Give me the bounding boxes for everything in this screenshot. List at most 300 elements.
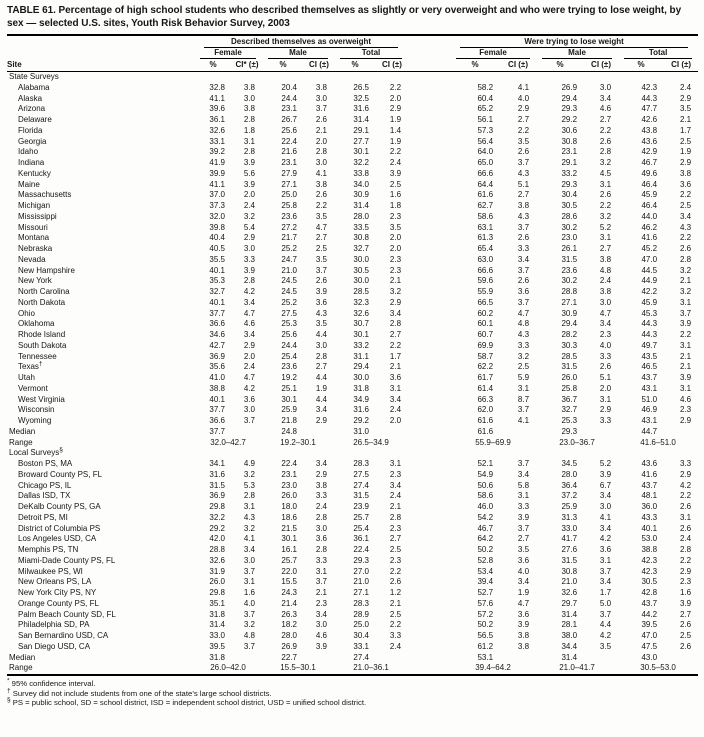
range-value-cell: 26.0–42.0 bbox=[210, 663, 246, 673]
value-cell: 48.1 bbox=[641, 491, 658, 501]
value-cell: 2.2 bbox=[315, 201, 327, 210]
value-cell: 18.6 bbox=[281, 512, 297, 522]
value-cell: 26.9 bbox=[561, 82, 578, 92]
value-cell: 3.4 bbox=[679, 211, 692, 221]
value-cell: 28.0 bbox=[281, 631, 297, 640]
value-cell: 28.8 bbox=[561, 287, 578, 296]
value-cell: 3.4 bbox=[599, 491, 612, 501]
value-cell: 29.8 bbox=[209, 588, 225, 597]
value-cell: 31.6 bbox=[353, 405, 369, 415]
value-cell: 4.1 bbox=[599, 512, 612, 522]
value-cell: 2.6 bbox=[315, 190, 327, 200]
value-cell: 2.2 bbox=[599, 125, 612, 135]
value-cell: 28.5 bbox=[561, 351, 578, 361]
value-cell: 31.5 bbox=[561, 555, 578, 565]
site-cell: Alaska bbox=[18, 93, 43, 103]
group-header-lose-weight: Were trying to lose weight bbox=[450, 35, 698, 48]
range-value-cell: 21.0–41.7 bbox=[559, 663, 595, 673]
value-cell: 42.7 bbox=[209, 340, 225, 350]
value-cell: 23.1 bbox=[281, 104, 297, 114]
value-cell: 35.6 bbox=[209, 362, 225, 372]
group-gap-cell bbox=[408, 567, 450, 578]
table-row bbox=[7, 298, 698, 309]
median-value-cell: 53.1 bbox=[477, 652, 494, 662]
value-cell: 40.4 bbox=[209, 233, 225, 243]
value-cell: 3.2 bbox=[679, 265, 692, 275]
value-cell: 61.3 bbox=[477, 233, 494, 243]
value-cell: 23.6 bbox=[561, 265, 578, 275]
site-cell: Tennessee bbox=[18, 351, 57, 361]
table-row bbox=[7, 223, 698, 234]
value-cell: 25.6 bbox=[281, 330, 297, 339]
value-cell: 2.4 bbox=[315, 502, 327, 511]
value-cell: 39.2 bbox=[209, 147, 225, 157]
empty-ci-cell bbox=[584, 427, 618, 438]
value-cell: 4.1 bbox=[517, 82, 530, 92]
value-cell: 33.2 bbox=[561, 168, 578, 178]
value-cell: 34.4 bbox=[561, 641, 578, 651]
table-row bbox=[7, 158, 698, 169]
subheader-total: Total bbox=[334, 48, 408, 59]
site-cell: Texas† bbox=[18, 360, 43, 372]
value-cell: 3.1 bbox=[517, 491, 530, 501]
value-cell: 2.6 bbox=[315, 276, 327, 286]
value-cell: 44.3 bbox=[641, 319, 658, 329]
value-cell: 63.0 bbox=[477, 254, 494, 264]
value-cell: 57.3 bbox=[477, 125, 494, 135]
table-row bbox=[7, 405, 698, 416]
value-cell: 2.5 bbox=[315, 244, 327, 253]
value-cell: 3.7 bbox=[517, 523, 530, 533]
value-cell: 25.8 bbox=[561, 383, 578, 393]
value-cell: 34.1 bbox=[209, 459, 225, 468]
value-cell: 37.7 bbox=[209, 308, 225, 318]
site-cell: West Virginia bbox=[18, 394, 65, 404]
table-row bbox=[7, 620, 698, 631]
value-cell: 3.4 bbox=[517, 577, 530, 587]
value-cell: 3.4 bbox=[517, 469, 530, 479]
table-row bbox=[7, 513, 698, 524]
value-cell: 37.3 bbox=[209, 201, 225, 210]
value-cell: 3.9 bbox=[599, 469, 612, 479]
table-row bbox=[7, 180, 698, 191]
group-gap-spacer bbox=[408, 59, 450, 72]
table-title: TABLE 61. Percentage of high school students who described themselves as slightly or very overweight and who were trying to lose weight, by sex — selected U.S. sites, Youth Risk Behavior Survey, 2003 bbox=[7, 5, 682, 29]
empty-ci-cell bbox=[500, 653, 536, 664]
group-gap-cell bbox=[408, 352, 450, 363]
value-cell: 2.2 bbox=[389, 147, 402, 157]
value-cell: 21.0 bbox=[281, 265, 297, 275]
value-cell: 4.2 bbox=[599, 534, 612, 544]
range-row bbox=[7, 663, 698, 675]
value-cell: 31.8 bbox=[353, 383, 369, 393]
value-cell: 31.9 bbox=[209, 566, 225, 576]
value-cell: 42.6 bbox=[641, 115, 658, 124]
value-cell: 3.0 bbox=[315, 523, 327, 533]
value-cell: 31.4 bbox=[353, 201, 369, 210]
site-cell: Wisconsin bbox=[18, 405, 55, 415]
value-cell: 3.0 bbox=[599, 82, 612, 92]
value-cell: 36.9 bbox=[209, 351, 225, 361]
value-cell: 3.8 bbox=[315, 179, 327, 189]
value-cell: 1.7 bbox=[599, 588, 612, 597]
value-cell: 3.2 bbox=[599, 211, 612, 221]
value-cell: 4.6 bbox=[315, 631, 327, 640]
value-cell: 2.9 bbox=[599, 405, 612, 415]
value-cell: 37.7 bbox=[209, 405, 225, 415]
value-cell: 3.1 bbox=[243, 502, 255, 511]
value-cell: 8.7 bbox=[517, 394, 530, 404]
value-cell: 29.1 bbox=[561, 158, 578, 167]
col-header: % bbox=[618, 59, 664, 72]
value-cell: 2.4 bbox=[389, 491, 402, 501]
value-cell: 28.0 bbox=[353, 211, 369, 221]
value-cell: 3.0 bbox=[315, 620, 327, 630]
value-cell: 1.7 bbox=[389, 351, 402, 361]
value-cell: 3.7 bbox=[517, 405, 530, 415]
value-cell: 64.4 bbox=[477, 179, 494, 189]
value-cell: 2.1 bbox=[679, 276, 692, 286]
value-cell: 3.9 bbox=[389, 168, 402, 178]
value-cell: 4.6 bbox=[243, 319, 255, 329]
value-cell: 2.7 bbox=[517, 190, 530, 200]
value-cell: 3.0 bbox=[599, 502, 612, 511]
group-gap-cell bbox=[408, 502, 450, 513]
value-cell: 4.3 bbox=[517, 330, 530, 339]
value-cell: 3.2 bbox=[517, 351, 530, 361]
table-row bbox=[7, 352, 698, 363]
value-cell: 26.5 bbox=[353, 82, 369, 92]
column-header-row bbox=[7, 59, 698, 72]
value-cell: 39.5 bbox=[641, 620, 658, 630]
value-cell: 29.3 bbox=[561, 104, 578, 114]
value-cell: 3.9 bbox=[315, 641, 327, 651]
value-cell: 1.9 bbox=[389, 136, 402, 146]
median-value-cell: 44.7 bbox=[641, 426, 658, 436]
value-cell: 36.7 bbox=[561, 394, 578, 404]
group-gap-cell bbox=[408, 190, 450, 201]
value-cell: 31.6 bbox=[209, 469, 225, 479]
value-cell: 2.6 bbox=[599, 190, 612, 200]
value-cell: 29.7 bbox=[561, 598, 578, 608]
value-cell: 2.0 bbox=[389, 93, 402, 103]
value-cell: 3.8 bbox=[517, 641, 530, 651]
site-cell: Miami-Dade County PS, FL bbox=[18, 555, 116, 565]
value-cell: 28.3 bbox=[353, 459, 369, 468]
value-cell: 42.3 bbox=[641, 555, 658, 565]
value-cell: 61.7 bbox=[477, 373, 494, 382]
value-cell: 3.0 bbox=[243, 555, 255, 565]
value-cell: 43.1 bbox=[641, 416, 658, 425]
value-cell: 24.4 bbox=[281, 93, 297, 103]
subheader-total: Total bbox=[618, 48, 698, 59]
value-cell: 30.4 bbox=[353, 631, 369, 640]
value-cell: 2.0 bbox=[389, 244, 402, 253]
value-cell: 2.8 bbox=[389, 512, 402, 522]
subheader-female: Female bbox=[450, 48, 536, 59]
value-cell: 29.3 bbox=[353, 555, 369, 565]
site-cell: Local Surveys§ bbox=[9, 446, 63, 458]
value-cell: 3.1 bbox=[599, 179, 612, 189]
value-cell: 28.6 bbox=[561, 211, 578, 221]
group-gap-cell bbox=[408, 438, 450, 449]
value-cell: 4.4 bbox=[315, 330, 327, 339]
value-cell: 4.0 bbox=[243, 598, 255, 608]
value-cell: 39.5 bbox=[209, 641, 225, 651]
site-cell: Mississippi bbox=[18, 211, 57, 221]
value-cell: 2.9 bbox=[243, 233, 255, 243]
value-cell: 4.8 bbox=[517, 319, 530, 329]
value-cell: 1.8 bbox=[389, 201, 402, 210]
table-row bbox=[7, 190, 698, 201]
empty-ci-cell bbox=[376, 653, 408, 664]
value-cell: 3.7 bbox=[599, 566, 612, 576]
value-cell: 40.1 bbox=[641, 523, 658, 533]
value-cell: 40.5 bbox=[209, 244, 225, 253]
table-row bbox=[7, 610, 698, 621]
value-cell: 25.3 bbox=[281, 319, 297, 329]
group-gap-cell bbox=[408, 481, 450, 492]
value-cell: 29.3 bbox=[561, 179, 578, 189]
value-cell: 23.6 bbox=[281, 211, 297, 221]
value-cell: 2.0 bbox=[389, 416, 402, 425]
median-value-cell: 27.4 bbox=[353, 652, 369, 662]
value-cell: 33.1 bbox=[353, 641, 369, 651]
value-cell: 3.2 bbox=[599, 158, 612, 167]
value-cell: 61.6 bbox=[477, 416, 494, 425]
value-cell: 26.3 bbox=[281, 609, 297, 619]
value-cell: 2.7 bbox=[599, 244, 612, 253]
subheader-male: Male bbox=[536, 48, 618, 59]
value-cell: 31.4 bbox=[561, 609, 578, 619]
site-cell: North Dakota bbox=[18, 297, 66, 307]
value-cell: 1.8 bbox=[243, 125, 255, 135]
value-cell: 29.2 bbox=[561, 115, 578, 124]
group-gap-cell bbox=[408, 577, 450, 588]
site-cell: Maine bbox=[18, 179, 40, 189]
value-cell: 2.5 bbox=[389, 545, 402, 554]
value-cell: 51.0 bbox=[641, 394, 658, 404]
site-cell: Oklahoma bbox=[18, 319, 55, 329]
value-cell: 4.6 bbox=[599, 104, 612, 114]
value-cell: 3.6 bbox=[315, 297, 327, 307]
value-cell: 4.8 bbox=[599, 265, 612, 275]
site-cell: San Diego USD, CA bbox=[18, 641, 91, 651]
range-value-cell: 39.4–64.2 bbox=[475, 663, 511, 673]
median-value-cell: 61.6 bbox=[477, 426, 494, 436]
section-header-row bbox=[7, 72, 698, 83]
value-cell: 3.8 bbox=[599, 287, 612, 296]
value-cell: 2.1 bbox=[679, 362, 692, 372]
value-cell: 3.4 bbox=[243, 330, 255, 339]
value-cell: 2.1 bbox=[389, 598, 402, 608]
value-cell: 42.8 bbox=[641, 588, 658, 597]
value-cell: 29.8 bbox=[209, 502, 225, 511]
value-cell: 60.7 bbox=[477, 330, 494, 339]
value-cell: 2.2 bbox=[679, 190, 692, 200]
site-cell: Utah bbox=[18, 373, 35, 382]
value-cell: 46.9 bbox=[641, 405, 658, 415]
value-cell: 40.1 bbox=[209, 297, 225, 307]
value-cell: 2.9 bbox=[679, 469, 692, 479]
site-cell: New York bbox=[18, 276, 52, 286]
value-cell: 32.0 bbox=[209, 211, 225, 221]
value-cell: 60.1 bbox=[477, 319, 494, 329]
value-cell: 4.3 bbox=[315, 308, 327, 318]
value-cell: 3.4 bbox=[243, 297, 255, 307]
table-row bbox=[7, 276, 698, 287]
value-cell: 40.1 bbox=[209, 394, 225, 404]
value-cell: 50.6 bbox=[477, 480, 494, 490]
value-cell: 28.1 bbox=[561, 620, 578, 630]
value-cell: 49.7 bbox=[641, 340, 658, 350]
table-row bbox=[7, 330, 698, 341]
value-cell: 2.4 bbox=[243, 201, 255, 210]
empty-ci-cell bbox=[304, 653, 334, 664]
value-cell: 25.8 bbox=[281, 201, 297, 210]
table-row bbox=[7, 556, 698, 567]
value-cell: 47.0 bbox=[641, 631, 658, 640]
footnote-texas bbox=[7, 689, 698, 699]
site-cell: Montana bbox=[18, 233, 50, 243]
value-cell: 3.0 bbox=[599, 297, 612, 307]
table-row bbox=[7, 319, 698, 330]
value-cell: 25.2 bbox=[281, 297, 297, 307]
col-header: CI (±) bbox=[664, 59, 698, 72]
value-cell: 44.0 bbox=[641, 211, 658, 221]
value-cell: 45.9 bbox=[641, 297, 658, 307]
group-gap-cell bbox=[408, 631, 450, 642]
site-cell: Rhode Island bbox=[18, 330, 66, 339]
value-cell: 33.5 bbox=[353, 222, 369, 232]
value-cell: 3.0 bbox=[315, 340, 327, 350]
value-cell: 31.8 bbox=[209, 609, 225, 619]
data-table bbox=[7, 34, 698, 676]
group-gap-cell bbox=[408, 180, 450, 191]
value-cell: 2.8 bbox=[243, 115, 255, 124]
value-cell: 1.9 bbox=[315, 383, 327, 393]
value-cell: 36.4 bbox=[561, 480, 578, 490]
value-cell: 3.1 bbox=[389, 459, 402, 468]
table-row bbox=[7, 599, 698, 610]
value-cell: 31.5 bbox=[209, 480, 225, 490]
site-cell: Median bbox=[9, 652, 36, 662]
value-cell: 2.5 bbox=[679, 631, 692, 640]
value-cell: 3.1 bbox=[679, 297, 692, 307]
range-value-cell: 26.5–34.9 bbox=[353, 437, 389, 447]
value-cell: 27.4 bbox=[353, 480, 369, 490]
table-row bbox=[7, 137, 698, 148]
group-gap-cell bbox=[408, 330, 450, 341]
value-cell: 2.8 bbox=[315, 545, 327, 554]
value-cell: 30.5 bbox=[353, 265, 369, 275]
footnote-marker: § bbox=[7, 696, 11, 704]
median-value-cell: 29.3 bbox=[561, 426, 578, 436]
value-cell: 2.8 bbox=[243, 276, 255, 286]
value-cell: 44.9 bbox=[641, 276, 658, 286]
group-gap-cell bbox=[408, 459, 450, 470]
value-cell: 3.2 bbox=[679, 287, 692, 296]
group-gap-cell bbox=[408, 384, 450, 395]
value-cell: 21.5 bbox=[281, 523, 297, 533]
site-col-spacer bbox=[7, 48, 194, 59]
value-cell: 27.5 bbox=[353, 469, 369, 479]
value-cell: 2.2 bbox=[389, 82, 402, 92]
value-cell: 3.2 bbox=[243, 523, 255, 533]
table-row bbox=[7, 104, 698, 115]
value-cell: 3.5 bbox=[315, 254, 327, 264]
value-cell: 3.7 bbox=[243, 641, 255, 651]
value-cell: 21.0 bbox=[353, 577, 369, 587]
median-value-cell: 31.8 bbox=[209, 652, 225, 662]
table-row bbox=[7, 384, 698, 395]
value-cell: 2.6 bbox=[679, 620, 692, 630]
value-cell: 23.6 bbox=[281, 362, 297, 372]
group-gap-cell bbox=[408, 642, 450, 653]
value-cell: 24.7 bbox=[281, 254, 297, 264]
value-cell: 3.8 bbox=[517, 201, 530, 210]
group-gap-cell bbox=[408, 416, 450, 427]
group-gap-cell bbox=[408, 395, 450, 406]
value-cell: 2.9 bbox=[243, 340, 255, 350]
value-cell: 46.7 bbox=[641, 158, 658, 167]
value-cell: 3.4 bbox=[389, 480, 402, 490]
value-cell: 47.7 bbox=[641, 104, 658, 114]
value-cell: 39.8 bbox=[209, 222, 225, 232]
value-cell: 3.9 bbox=[679, 319, 692, 329]
value-cell: 2.2 bbox=[517, 125, 530, 135]
value-cell: 2.7 bbox=[679, 609, 692, 619]
value-cell: 58.6 bbox=[477, 491, 494, 501]
median-value-cell: 24.8 bbox=[281, 426, 297, 436]
value-cell: 1.4 bbox=[389, 125, 402, 135]
group-gap-cell bbox=[408, 545, 450, 556]
empty-ci-cell bbox=[664, 427, 698, 438]
value-cell: 5.9 bbox=[517, 373, 530, 382]
value-cell: 23.1 bbox=[281, 469, 297, 479]
group-gap-cell bbox=[408, 653, 450, 664]
value-cell: 32.2 bbox=[209, 512, 225, 522]
value-cell: 33.0 bbox=[561, 523, 578, 533]
value-cell: 32.6 bbox=[209, 125, 225, 135]
value-cell: 38.8 bbox=[641, 545, 658, 554]
value-cell: 4.2 bbox=[599, 631, 612, 640]
value-cell: 33.2 bbox=[353, 340, 369, 350]
footnote-marker: * bbox=[7, 677, 10, 685]
value-cell: 2.8 bbox=[315, 512, 327, 522]
value-cell: 4.4 bbox=[599, 620, 612, 630]
value-cell: 23.9 bbox=[353, 502, 369, 511]
value-cell: 25.1 bbox=[281, 383, 297, 393]
value-cell: 3.4 bbox=[599, 523, 612, 533]
value-cell: 3.6 bbox=[599, 545, 612, 554]
footnote-marker: † bbox=[7, 687, 11, 695]
value-cell: 2.4 bbox=[389, 405, 402, 415]
value-cell: 27.1 bbox=[281, 179, 297, 189]
value-cell: 4.2 bbox=[243, 383, 255, 393]
value-cell: 29.4 bbox=[561, 93, 578, 103]
value-cell: 3.5 bbox=[679, 104, 692, 114]
value-cell: 65.4 bbox=[477, 244, 494, 253]
value-cell: 3.9 bbox=[315, 287, 327, 296]
value-cell: 25.3 bbox=[561, 416, 578, 425]
site-cell: Memphis PS, TN bbox=[18, 545, 79, 554]
value-cell: 28.0 bbox=[561, 469, 578, 479]
table-row bbox=[7, 491, 698, 502]
value-cell: 3.9 bbox=[517, 512, 530, 522]
table-row bbox=[7, 341, 698, 352]
site-cell: Ohio bbox=[18, 308, 35, 318]
